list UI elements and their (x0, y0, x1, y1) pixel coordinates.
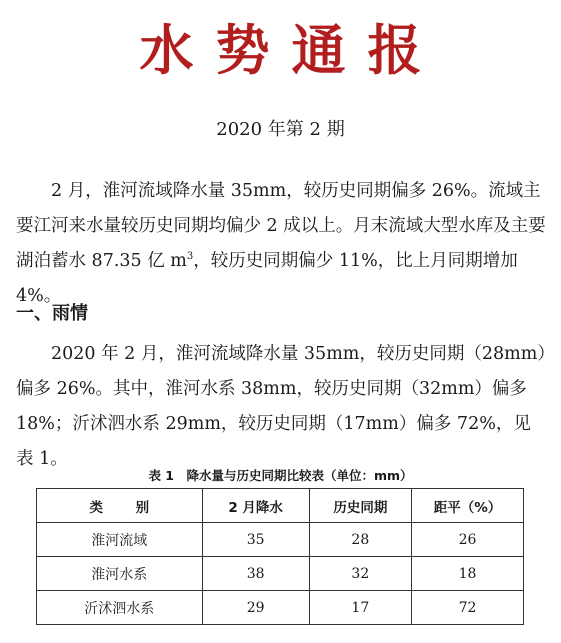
section-heading-rainfall: 一、雨情 (16, 303, 88, 324)
cell-feb-precip: 35 (202, 523, 309, 557)
cell-category: 沂沭泗水系 (37, 591, 203, 625)
bulletin-title: 水势通报 (139, 19, 444, 82)
cell-historical: 32 (309, 557, 411, 591)
table-header-row (37, 489, 524, 523)
cell-feb-precip: 38 (202, 557, 309, 591)
table-row (37, 523, 524, 557)
cell-anomaly: 72 (411, 591, 523, 625)
issue-number: 2020 年第 2 期 (216, 119, 345, 140)
table-caption: 表 1 降水量与历史同期比较表（单位：mm） (148, 468, 413, 483)
cell-historical: 28 (309, 523, 411, 557)
summary-paragraph (16, 174, 548, 314)
cell-anomaly: 26 (411, 523, 523, 557)
header-category: 类 别 (37, 489, 203, 523)
cell-anomaly: 18 (411, 557, 523, 591)
summary-text-tail: ，较历史同期偏少 11%，比上月同期增加 4%。 (16, 251, 518, 306)
cell-historical: 17 (309, 591, 411, 625)
header-historical: 历史同期 (309, 489, 411, 523)
cell-category: 淮河水系 (37, 557, 203, 591)
summary-text-main: 2 月，淮河流域降水量 35mm，较历史同期偏多 26%。流域主要江河来水量较历史同期均偏少 2 成以上。月末流域大型水库及主要湖泊蓄水 87.35 亿 m (16, 181, 546, 271)
header-anomaly: 距平（%） (411, 489, 523, 523)
header-feb-precip: 2 月降水 (202, 489, 309, 523)
summary-unit-superscript: 3 (186, 251, 194, 263)
cell-feb-precip: 29 (202, 591, 309, 625)
precipitation-table (36, 488, 524, 625)
rainfall-paragraph: 2020 年 2 月，淮河流域降水量 35mm，较历史同期（28mm）偏多 26%。其中，淮河水系 38mm，较历史同期（32mm）偏多 18%；沂沭泗水系 29mm，较历史同期（17mm）偏多 72%，见表 1。 (16, 344, 547, 469)
cell-category: 淮河流域 (37, 523, 203, 557)
table-row (37, 591, 524, 625)
table-row (37, 557, 524, 591)
